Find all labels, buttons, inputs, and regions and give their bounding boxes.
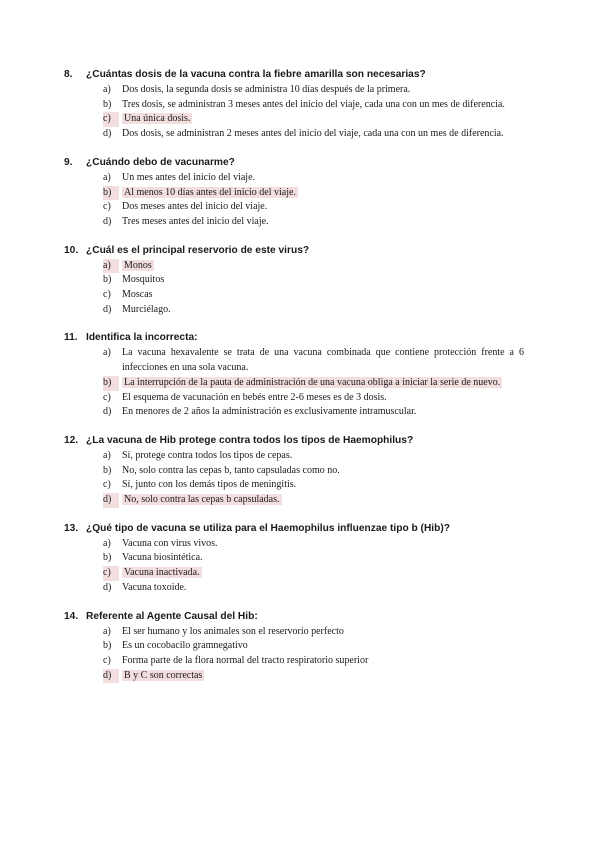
option-text: Dos meses antes del inicio del viaje.: [122, 201, 268, 213]
option-letter: d): [103, 303, 112, 315]
option-letter: c): [103, 566, 119, 581]
option-text: En menores de 2 años la administración es exclusivamente intramuscular.: [122, 406, 417, 418]
option-letter: a): [103, 84, 111, 95]
answer-option: [103, 215, 524, 230]
option-letter: b): [103, 640, 112, 652]
question-list: [0, 66, 600, 695]
question-number: 8.: [64, 69, 73, 80]
option-text: Sí, protege contra todos los tipos de cepas.: [122, 449, 293, 461]
option-letter: d): [103, 581, 112, 593]
question-heading: [0, 242, 600, 259]
answer-option-highlighted: [103, 493, 524, 508]
question-text: Identifica la incorrecta:: [86, 332, 198, 344]
question-text: ¿Cuántas dosis de la vacuna contra la fiebre amarilla son necesarias?: [86, 69, 426, 80]
answer-option: [103, 625, 524, 640]
option-letter: c): [103, 201, 111, 213]
question-block: [0, 608, 600, 684]
question-number: 10.: [64, 244, 79, 256]
option-text: [122, 112, 524, 127]
option-text: [122, 376, 524, 391]
option-text: Dos dosis, la segunda dosis se administra 10 días después de la primera.: [122, 84, 411, 95]
question-heading: [0, 520, 600, 537]
answer-option: [103, 464, 524, 479]
option-text: La vacuna hexavalente se trata de una vacuna combinada que contiene protección frente a 6 infecciones en una sola vacuna.: [122, 347, 524, 374]
answer-option-highlighted: [103, 376, 524, 391]
answer-options: [0, 346, 600, 420]
option-text: Dos dosis, se administran 2 meses antes del inicio del viaje, cada una con un mes de diferencia.: [122, 128, 504, 140]
question-number: 13.: [64, 522, 79, 534]
answer-option-highlighted: [103, 112, 524, 127]
option-text: Tres meses antes del inicio del viaje.: [122, 215, 269, 227]
option-text: No, solo contra las cepas b, tanto capsuladas como no.: [122, 464, 340, 476]
option-letter: c): [103, 391, 111, 403]
option-text: Tres dosis, se administran 3 meses antes del inicio del viaje, cada una con un mes de diferencia.: [122, 98, 505, 110]
answer-option: [103, 303, 524, 318]
question-block: [0, 329, 600, 420]
option-text: El ser humano y los animales son el reservorio perfecto: [122, 625, 344, 637]
answer-option: [103, 581, 524, 596]
option-letter: c): [103, 654, 111, 666]
option-text: Sí, junto con los demás tipos de meningitis.: [122, 479, 297, 491]
answer-option: [103, 654, 524, 669]
answer-options: [0, 83, 600, 142]
option-text: Vacuna con virus vivos.: [122, 537, 218, 549]
question-text: ¿Cuándo debo de vacunarme?: [86, 156, 235, 168]
option-text: [122, 493, 524, 508]
question-block: [0, 242, 600, 318]
question-heading: [0, 329, 600, 346]
answer-options: [0, 259, 600, 318]
answer-option: [103, 346, 524, 375]
option-letter: b): [103, 274, 112, 286]
option-letter: d): [103, 669, 119, 684]
question-block: [0, 432, 600, 508]
answer-option-highlighted: [103, 669, 524, 684]
option-text: Moscas: [122, 289, 153, 301]
option-letter: a): [103, 449, 111, 461]
option-text: [122, 186, 524, 201]
option-letter: d): [103, 128, 112, 140]
option-letter: b): [103, 186, 119, 201]
option-text: Vacuna biosintética.: [122, 552, 203, 564]
option-letter: a): [103, 347, 111, 359]
question-text: ¿La vacuna de Hib protege contra todos los tipos de Haemophilus?: [86, 434, 414, 446]
option-text: [122, 259, 524, 274]
answer-option: [103, 127, 524, 142]
answer-highlight: La interrupción de la pauta de administración de una vacuna obliga a iniciar la serie de nuevo.: [124, 376, 501, 388]
question-heading: [0, 608, 600, 625]
question-text: Referente al Agente Causal del Hib:: [86, 610, 258, 622]
option-letter: a): [103, 171, 111, 183]
answer-option: [103, 639, 524, 654]
option-letter: b): [103, 376, 119, 391]
answer-option: [103, 405, 524, 420]
answer-highlight: No, solo contra las cepas b capsuladas.: [124, 494, 280, 506]
option-text: Es un cocobacilo gramnegativo: [122, 640, 248, 652]
option-letter: d): [103, 215, 112, 227]
answer-highlight: B y C son correctas: [124, 669, 203, 681]
option-text: Vacuna toxoide.: [122, 581, 187, 593]
answer-option: [103, 449, 524, 464]
option-text: [122, 566, 524, 581]
answer-option: [103, 537, 524, 552]
option-text: [122, 669, 524, 684]
answer-option-highlighted: [103, 186, 524, 201]
option-text: Un mes antes del inicio del viaje.: [122, 171, 256, 183]
answer-option: [103, 478, 524, 493]
option-text: Mosquitos: [122, 274, 165, 286]
answer-option: [103, 551, 524, 566]
option-letter: d): [103, 493, 119, 508]
answer-option: [103, 273, 524, 288]
question-number: 9.: [64, 156, 73, 168]
option-text: El esquema de vacunación en bebés entre 2-6 meses es de 3 dosis.: [122, 391, 387, 403]
question-number: 12.: [64, 434, 79, 446]
question-heading: [0, 432, 600, 449]
option-letter: a): [103, 537, 111, 549]
answer-option: [103, 98, 524, 113]
option-letter: b): [103, 98, 112, 110]
answer-options: [0, 449, 600, 508]
option-text: Murciélago.: [122, 303, 171, 315]
option-letter: b): [103, 552, 112, 564]
option-letter: c): [103, 479, 111, 491]
question-heading: [0, 66, 600, 83]
option-letter: a): [103, 625, 111, 637]
answer-option-highlighted: [103, 259, 524, 274]
option-letter: c): [103, 112, 119, 127]
option-letter: b): [103, 464, 112, 476]
option-letter: c): [103, 289, 111, 301]
question-block: [0, 66, 600, 142]
answer-option: [103, 200, 524, 215]
question-heading: [0, 154, 600, 171]
answer-option: [103, 391, 524, 406]
answer-options: [0, 537, 600, 596]
option-letter: d): [103, 406, 112, 418]
answer-option-highlighted: [103, 566, 524, 581]
answer-options: [0, 171, 600, 230]
option-text: Forma parte de la flora normal del tracto respiratorio superior: [122, 654, 369, 666]
answer-option: [103, 171, 524, 186]
answer-highlight: Monos: [124, 259, 152, 271]
option-letter: a): [103, 259, 119, 274]
question-number: 11.: [64, 332, 78, 344]
question-number: 14.: [64, 610, 79, 622]
answer-highlight: Una única dosis.: [124, 113, 191, 125]
answer-option: [103, 288, 524, 303]
question-text: ¿Qué tipo de vacuna se utiliza para el Haemophilus influenzae tipo b (Hib)?: [86, 522, 450, 534]
answer-options: [0, 625, 600, 684]
answer-highlight: Al menos 10 días antes del inicio del viaje.: [124, 186, 296, 198]
question-block: [0, 520, 600, 596]
question-text: ¿Cuál es el principal reservorio de este virus?: [86, 244, 310, 256]
question-block: [0, 154, 600, 230]
answer-option: [103, 83, 524, 98]
answer-highlight: Vacuna inactivada.: [124, 567, 200, 579]
